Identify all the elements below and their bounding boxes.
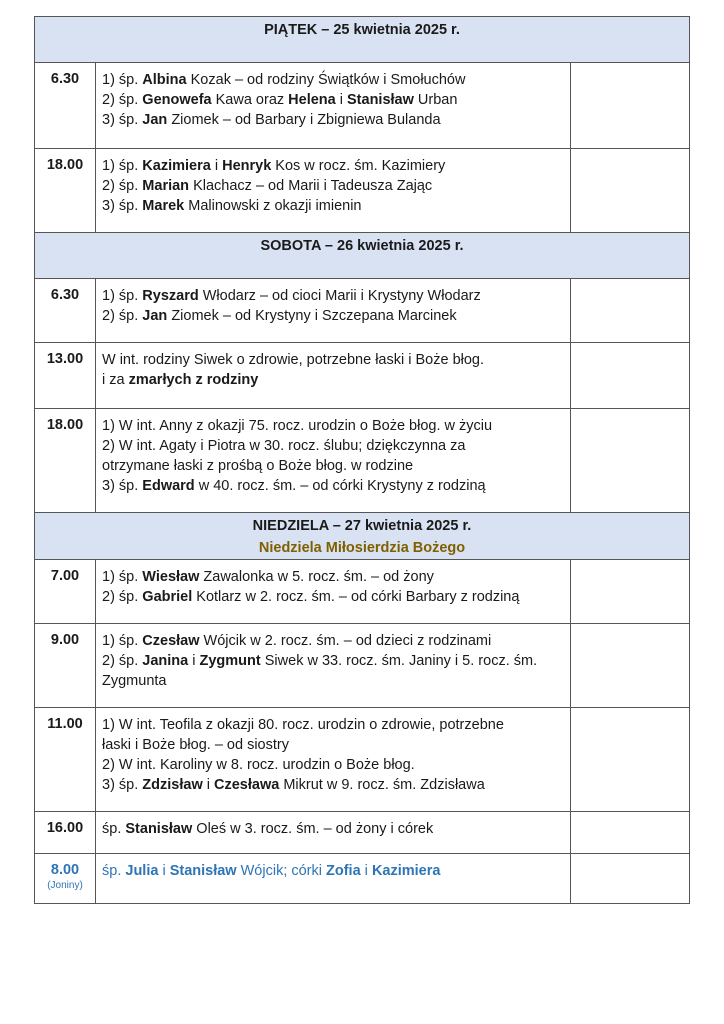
mass-time-label: 6.30 [50,287,80,303]
intention-line [102,671,566,691]
day-header-cell [35,17,690,63]
intention-line [102,436,566,456]
intention-text: Zygmunta [102,673,167,689]
mass-row [35,624,690,708]
intention-line [102,456,566,476]
intention-line [102,651,566,671]
intention-name: Helena [288,92,336,108]
intention-text: Włodarz – od cioci Marii i Krystyny Włodarz [198,288,481,304]
intention-name: Stanisław [125,821,193,837]
intention-line [102,631,566,651]
mass-time-label: 7.00 [50,568,80,584]
intention-name: Marian [142,178,190,194]
mass-extra-cell [571,149,690,233]
intention-text: 3) śp. [102,478,143,494]
mass-intentions [96,560,571,624]
intention-text: łaski i Boże błog. – od siostry [102,737,289,753]
intention-line [102,755,566,775]
intention-name: Czesław [142,633,200,649]
mass-extra-cell [571,279,690,343]
mass-time-label: 18.00 [46,417,84,433]
intention-name: Kazimiera [371,863,441,879]
intention-text: 2) śp. [102,308,143,324]
mass-intentions [96,812,571,854]
intention-text: 1) W int. Teofila z okazji 80. rocz. urodzin o zdrowie, potrzebne [102,717,504,733]
mass-row [35,343,690,409]
intention-text: 2) śp. [102,653,143,669]
intention-text: i [335,92,348,108]
mass-time [35,854,96,904]
intention-name: Jan [142,308,168,324]
mass-row [35,63,690,149]
intention-line [102,196,566,216]
mass-row [35,149,690,233]
intention-text: Kawa oraz [211,92,289,108]
intention-text: w 40. rocz. śm. – od córki Krystyny z rodziną [194,478,486,494]
mass-time-label: 9.00 [50,632,80,648]
intention-line [102,370,566,390]
intention-text: Wójcik; córki [236,863,327,879]
intention-text: i [188,653,200,669]
mass-extra-cell [571,854,690,904]
intention-text: śp. [102,863,126,879]
intention-name: Gabriel [142,589,193,605]
intention-name: Marek [142,198,185,214]
mass-intentions [96,279,571,343]
intention-line [102,350,566,370]
intention-text: i [360,863,372,879]
intention-text: W int. rodziny Siwek o zdrowie, potrzebne łaski i Boże błog. [102,352,485,368]
intention-text: otrzymane łaski z prośbą o Boże błog. w rodzine [102,458,414,474]
intention-name: Wiesław [142,569,200,585]
mass-intentions [96,149,571,233]
mass-time-note: (Joniny) [47,880,83,891]
intention-line [102,416,566,436]
intention-name: Jan [142,112,168,128]
intention-name: Edward [142,478,195,494]
intention-text: 2) W int. Agaty i Piotra w 30. rocz. ślubu; dziękczynna za [102,438,466,454]
mass-intentions [96,63,571,149]
intention-name: Stanisław [347,92,414,108]
mass-schedule-table [34,16,690,904]
intention-text: 3) śp. [102,198,143,214]
mass-row [35,409,690,513]
intention-name: zmarłych z rodziny [128,372,259,388]
intention-text: Siwek w 33. rocz. śm. Janiny i 5. rocz. śm. [260,653,538,669]
intention-text: 2) śp. [102,92,143,108]
intention-name: Stanisław [169,863,237,879]
day-title: SOBOTA – 26 kwietnia 2025 r. [260,238,464,254]
mass-time-label: 13.00 [46,351,84,367]
mass-row [35,560,690,624]
mass-time [35,149,96,233]
mass-intentions [96,624,571,708]
intention-line [102,176,566,196]
day-title: NIEDZIELA – 27 kwietnia 2025 r. [252,518,472,534]
intention-text: Oleś w 3. rocz. śm. – od żony i córek [192,821,434,837]
intention-text: Mikrut w 9. rocz. śm. Zdzisława [279,777,485,793]
intention-line [102,715,566,735]
intention-line [102,286,566,306]
intention-name: Zofia [326,863,361,879]
intention-name: Kazimiera [142,158,211,174]
intention-line [102,587,566,607]
intention-line [102,476,566,496]
intention-text: 2) śp. [102,589,143,605]
mass-time-label: 16.00 [46,820,84,836]
mass-extra-cell [571,63,690,149]
mass-time-label: 18.00 [46,157,84,173]
intention-line [102,70,566,90]
day-title: PIĄTEK – 25 kwietnia 2025 r. [264,22,460,38]
day-header-cell [35,513,690,560]
mass-row [35,279,690,343]
intention-text: Kos w rocz. śm. Kazimiery [271,158,446,174]
day-header-row [35,17,690,63]
mass-extra-cell [571,624,690,708]
intention-text: Wójcik w 2. rocz. śm. – od dzieci z rodzinami [199,633,492,649]
intention-text: 1) śp. [102,158,143,174]
day-header-row [35,513,690,560]
mass-extra-cell [571,708,690,812]
intention-name: Janina [142,653,189,669]
intention-text: 1) W int. Anny z okazji 75. rocz. urodzin o Boże błog. w życiu [102,418,493,434]
intention-text: 1) śp. [102,72,143,88]
intention-text: i [158,863,170,879]
intention-text: śp. [102,821,126,837]
intention-line [102,775,566,795]
intention-text: Klachacz – od Marii i Tadeusza Zając [189,178,433,194]
intention-text: Kozak – od rodziny Świątków i Smołuchów [186,72,466,88]
day-header-row [35,233,690,279]
intention-text: 1) śp. [102,288,143,304]
intention-text: Kotlarz w 2. rocz. śm. – od córki Barbary z rodziną [192,589,520,605]
intention-text: Zawalonka w 5. rocz. śm. – od żony [199,569,434,585]
mass-row [35,854,690,904]
day-header-cell [35,233,690,279]
intention-text: 2) śp. [102,178,143,194]
schedule-body [35,17,690,904]
mass-extra-cell [571,409,690,513]
mass-extra-cell [571,560,690,624]
mass-extra-cell [571,812,690,854]
mass-row [35,812,690,854]
intention-line [102,90,566,110]
mass-intentions [96,708,571,812]
mass-time [35,409,96,513]
intention-line [102,819,566,839]
mass-time [35,624,96,708]
mass-extra-cell [571,343,690,409]
intention-name: Genowefa [142,92,212,108]
intention-text: Ziomek – od Barbary i Zbigniewa Bulanda [167,112,441,128]
intention-text: 1) śp. [102,569,143,585]
mass-intentions [96,409,571,513]
intention-line [102,306,566,326]
intention-text: Malinowski z okazji imienin [184,198,362,214]
intention-text: i za [102,372,129,388]
intention-name: Zdzisław [142,777,203,793]
intention-line [102,156,566,176]
mass-time-label: 8.00 [50,862,80,878]
mass-time [35,812,96,854]
mass-time-label: 6.30 [50,71,80,87]
mass-time [35,279,96,343]
mass-time-label: 11.00 [47,716,83,732]
intention-line [102,861,566,881]
intention-text: 3) śp. [102,777,143,793]
intention-text: 1) śp. [102,633,143,649]
mass-time [35,63,96,149]
intention-text: Ziomek – od Krystyny i Szczepana Marcinek [167,308,457,324]
intention-text: 2) W int. Karoliny w 8. rocz. urodzin o Boże błog. [102,757,415,773]
mass-time [35,343,96,409]
intention-text: i [210,158,223,174]
intention-name: Albina [142,72,187,88]
intention-text: i [202,777,215,793]
intention-name: Julia [125,863,159,879]
mass-intentions [96,343,571,409]
day-subtitle: Niedziela Miłosierdzia Bożego [258,540,466,556]
intention-line [102,567,566,587]
intention-name: Ryszard [142,288,199,304]
intention-text: Urban [413,92,458,108]
intention-line [102,735,566,755]
intention-name: Zygmunt [199,653,261,669]
intention-name: Czesława [214,777,280,793]
intention-name: Henryk [222,158,272,174]
mass-time [35,708,96,812]
intention-text: 3) śp. [102,112,143,128]
mass-intentions [96,854,571,904]
mass-row [35,708,690,812]
intention-line [102,110,566,130]
mass-time [35,560,96,624]
